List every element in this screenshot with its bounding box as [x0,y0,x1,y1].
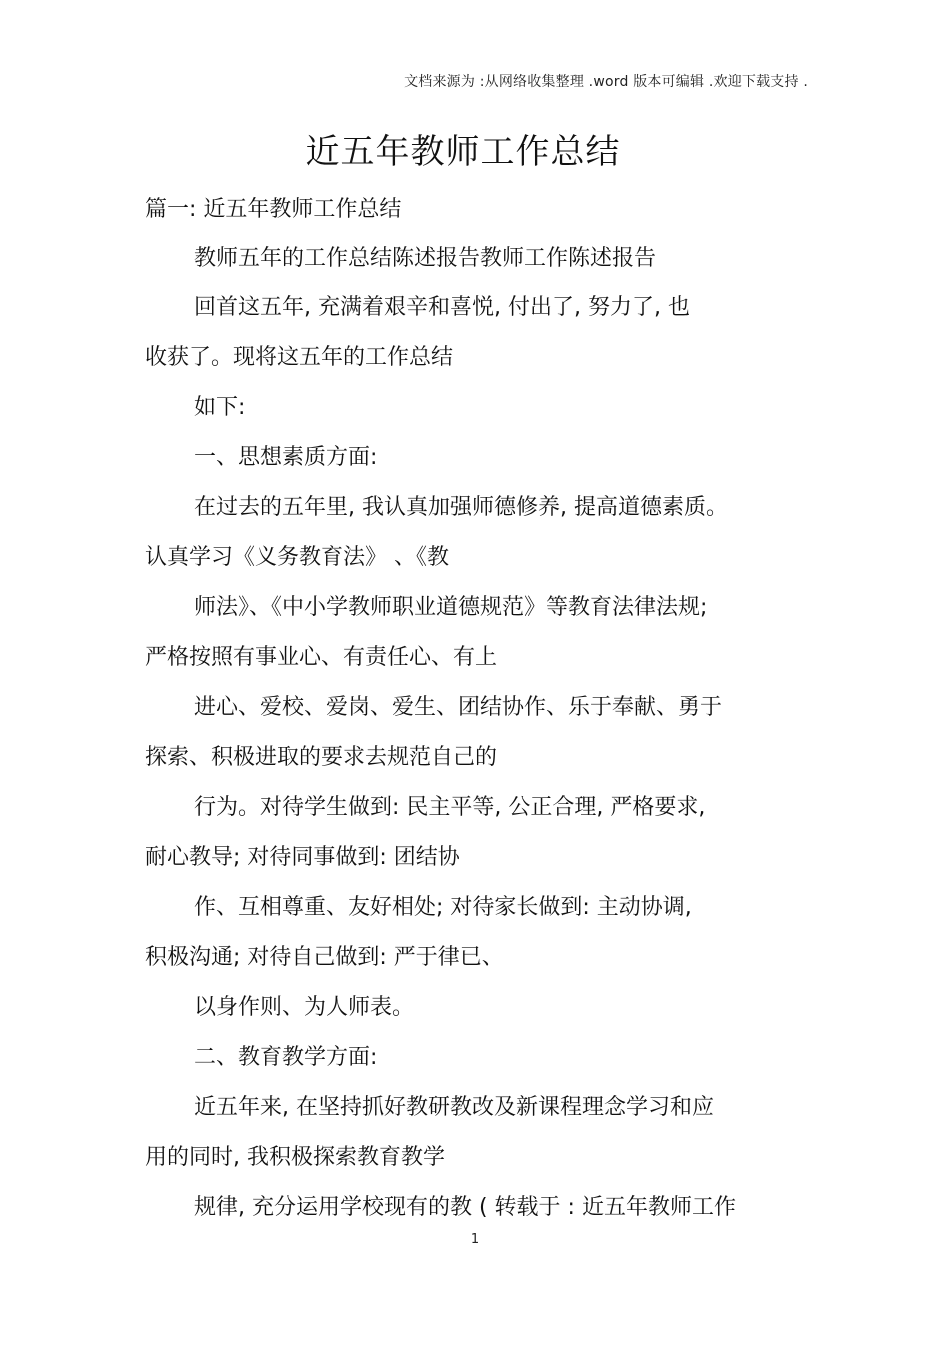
paragraph-line: 积极沟通; 对待自己做到: 严于律已、 [145,945,504,970]
paragraph-line: 教师五年的工作总结陈述报告教师工作陈述报告 [194,246,657,271]
document-title: 近五年教师工作总结 [305,132,621,172]
paragraph-line: 严格按照有事业心、有责任心、有上 [145,645,498,670]
paragraph-line: 作、互相尊重、友好相处; 对待家长做到: 主动协调, [194,895,692,920]
paragraph-line: 在过去的五年里, 我认真加强师德修养, 提高道德素质。 [194,495,728,520]
paragraph-line: 进心、爱校、爱岗、爱生、团结协作、乐于奉献、勇于 [194,695,723,720]
source-note: 文档来源为 :从网络收集整理 .word 版本可编辑 .欢迎下载支持 . [404,74,808,90]
paragraph-line: 以身作则、为人师表。 [194,995,415,1020]
paragraph-line: 如下: [194,395,246,420]
paragraph-line: 规律, 充分运用学校现有的教 ( 转载于 : 近五年教师工作 [194,1195,736,1220]
subsection-heading: 一、思想素质方面: [194,445,378,470]
paragraph-line: 行为。对待学生做到: 民主平等, 公正合理, 严格要求, [194,795,706,820]
paragraph-line: 师法》、《中小学教师职业道德规范》等教育法律法规; [194,595,708,620]
paragraph-line: 收获了。现将这五年的工作总结 [145,345,454,370]
subsection-heading: 二、教育教学方面: [194,1045,378,1070]
paragraph-line: 耐心教导; 对待同事做到: 团结协 [145,845,460,870]
paragraph-line: 近五年来, 在坚持抓好教研教改及新课程理念学习和应 [194,1095,714,1120]
paragraph-line: 认真学习《义务教育法》 、《教 [145,545,449,570]
paragraph-line: 回首这五年, 充满着艰辛和喜悦, 付出了, 努力了, 也 [194,295,690,320]
paragraph-line: 探索、积极进取的要求去规范自己的 [145,745,498,770]
section-heading: 篇一: 近五年教师工作总结 [145,197,402,222]
page-number: 1 [470,1232,480,1247]
paragraph-line: 用的同时, 我积极探索教育教学 [145,1145,445,1170]
